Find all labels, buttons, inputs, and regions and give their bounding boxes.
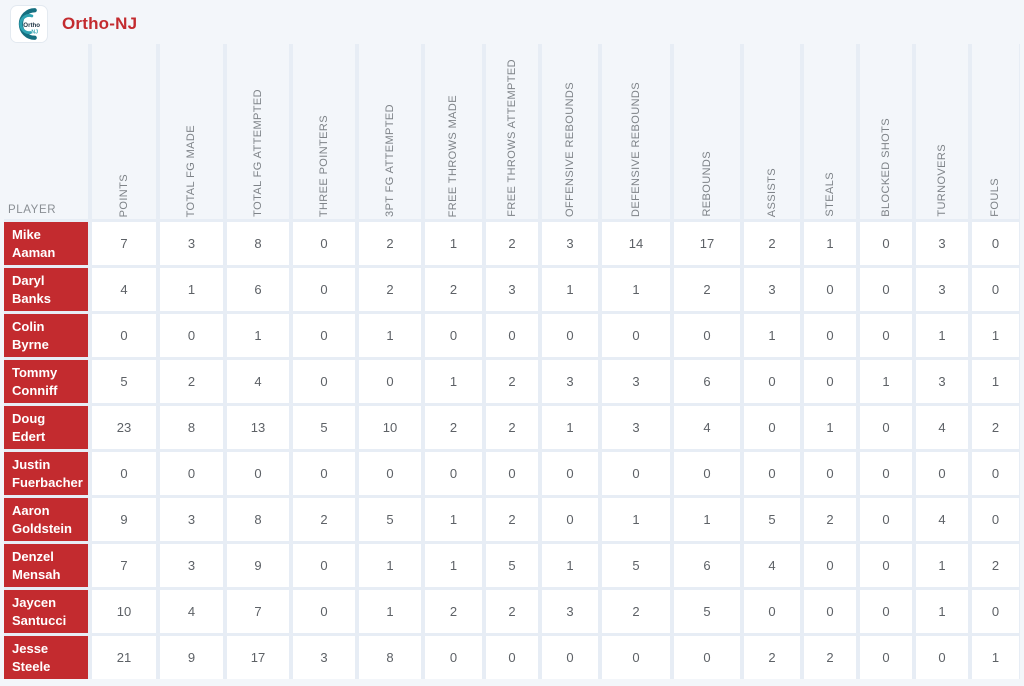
- stat-defensive-rebounds: 0: [602, 636, 670, 679]
- player-name-line: Jaycen: [12, 594, 57, 610]
- column-header-3pt-fg-attempted: [359, 44, 421, 219]
- stat-assists: 5: [744, 498, 800, 541]
- stat-three-pointers: 0: [293, 222, 355, 265]
- stat-steals: 0: [804, 590, 856, 633]
- stat-defensive-rebounds: 1: [602, 498, 670, 541]
- stat-turnovers: 0: [916, 452, 968, 495]
- stat-total-fg-attempted: 8: [227, 498, 289, 541]
- logo-text-ortho: Ortho: [23, 21, 41, 29]
- stat-3pt-fg-attempted: 0: [359, 452, 421, 495]
- stat-blocked-shots: 0: [860, 314, 912, 357]
- column-header-label: THREE POINTERS: [317, 114, 330, 217]
- stats-table: [4, 44, 1020, 679]
- stat-fouls: 1: [972, 636, 1019, 679]
- topbar: [0, 0, 1024, 44]
- stat-turnovers: 3: [916, 268, 968, 311]
- stat-rebounds: 1: [674, 498, 740, 541]
- stat-three-pointers: 0: [293, 268, 355, 311]
- column-header-total-fg-made: [160, 44, 223, 219]
- stat-free-throws-made: 1: [425, 222, 482, 265]
- player-name-line: Edert: [12, 428, 46, 444]
- stat-three-pointers: 0: [293, 452, 355, 495]
- player-name-cell: [4, 590, 88, 633]
- column-header-label: TOTAL FG MADE: [185, 124, 197, 217]
- column-header-label: POINTS: [117, 173, 130, 217]
- stat-free-throws-attempted: 2: [486, 590, 538, 633]
- stat-turnovers: 4: [916, 406, 968, 449]
- stat-turnovers: 4: [916, 498, 968, 541]
- player-name-line: Byrne: [12, 336, 49, 352]
- stat-assists: 2: [744, 636, 800, 679]
- player-name-line: Jesse: [12, 640, 49, 656]
- stat-defensive-rebounds: 3: [602, 406, 670, 449]
- stat-fouls: 0: [972, 590, 1019, 633]
- stat-free-throws-made: 0: [425, 314, 482, 357]
- stat-blocked-shots: 0: [860, 636, 912, 679]
- player-name-line: Steele: [12, 658, 51, 674]
- stat-defensive-rebounds: 0: [602, 314, 670, 357]
- stat-total-fg-made: 9: [160, 636, 223, 679]
- column-header-label: DEFENSIVE REBOUNDS: [629, 82, 642, 217]
- player-name-line: Mike: [12, 226, 41, 242]
- stat-defensive-rebounds: 2: [602, 590, 670, 633]
- stat-free-throws-made: 2: [425, 590, 482, 633]
- stat-fouls: 1: [972, 314, 1019, 357]
- stat-blocked-shots: 0: [860, 590, 912, 633]
- stat-defensive-rebounds: 5: [602, 544, 670, 587]
- column-header-label: FOULS: [989, 178, 1001, 217]
- stat-total-fg-attempted: 6: [227, 268, 289, 311]
- stat-rebounds: 5: [674, 590, 740, 633]
- stat-offensive-rebounds: 0: [542, 452, 598, 495]
- stat-3pt-fg-attempted: 2: [359, 268, 421, 311]
- player-name-cell: [4, 360, 88, 403]
- column-header-steals: [804, 44, 856, 219]
- stat-3pt-fg-attempted: 10: [359, 406, 421, 449]
- stat-rebounds: 0: [674, 314, 740, 357]
- stat-free-throws-attempted: 0: [486, 314, 538, 357]
- stat-steals: 1: [804, 406, 856, 449]
- column-header-label: ASSISTS: [765, 167, 778, 217]
- stat-total-fg-attempted: 0: [227, 452, 289, 495]
- stat-rebounds: 0: [674, 636, 740, 679]
- player-name-cell: [4, 314, 88, 357]
- stat-steals: 0: [804, 314, 856, 357]
- stat-turnovers: 1: [916, 314, 968, 357]
- stat-blocked-shots: 0: [860, 268, 912, 311]
- page-title: Ortho-NJ: [62, 14, 138, 33]
- column-header-label: REBOUNDS: [700, 151, 713, 217]
- stat-turnovers: 1: [916, 590, 968, 633]
- stat-points: 0: [92, 314, 156, 357]
- stat-rebounds: 6: [674, 360, 740, 403]
- column-header-points: [92, 44, 156, 219]
- stat-total-fg-attempted: 17: [227, 636, 289, 679]
- column-header-free-throws-made: [425, 44, 482, 219]
- stat-assists: 4: [744, 544, 800, 587]
- stat-rebounds: 0: [674, 452, 740, 495]
- column-header-free-throws-attempted: [486, 44, 538, 219]
- stat-total-fg-made: 4: [160, 590, 223, 633]
- stat-steals: 2: [804, 498, 856, 541]
- player-name-line: Tommy: [12, 364, 58, 380]
- column-header-fouls: [972, 44, 1019, 219]
- column-header-label: FREE THROWS ATTEMPTED: [505, 59, 518, 217]
- stat-assists: 1: [744, 314, 800, 357]
- stat-3pt-fg-attempted: 1: [359, 590, 421, 633]
- stat-points: 0: [92, 452, 156, 495]
- stat-defensive-rebounds: 0: [602, 452, 670, 495]
- player-name-line: Goldstein: [12, 520, 72, 536]
- column-header-turnovers: [916, 44, 968, 219]
- stat-assists: 3: [744, 268, 800, 311]
- stat-defensive-rebounds: 1: [602, 268, 670, 311]
- stat-fouls: 0: [972, 268, 1019, 311]
- stat-steals: 0: [804, 268, 856, 311]
- stat-defensive-rebounds: 14: [602, 222, 670, 265]
- stat-three-pointers: 5: [293, 406, 355, 449]
- stat-blocked-shots: 1: [860, 360, 912, 403]
- player-name-line: Fuerbacher: [12, 474, 83, 490]
- stat-three-pointers: 2: [293, 498, 355, 541]
- stat-offensive-rebounds: 1: [542, 544, 598, 587]
- player-name-line: Aaman: [12, 244, 56, 260]
- stat-blocked-shots: 0: [860, 452, 912, 495]
- player-name-line: Daryl: [12, 272, 45, 288]
- stat-total-fg-attempted: 13: [227, 406, 289, 449]
- stat-blocked-shots: 0: [860, 544, 912, 587]
- stat-turnovers: 3: [916, 222, 968, 265]
- stat-free-throws-attempted: 2: [486, 222, 538, 265]
- stat-3pt-fg-attempted: 0: [359, 360, 421, 403]
- stat-total-fg-attempted: 8: [227, 222, 289, 265]
- stat-points: 4: [92, 268, 156, 311]
- stat-total-fg-made: 0: [160, 452, 223, 495]
- player-name-cell: [4, 222, 88, 265]
- stat-free-throws-attempted: 2: [486, 360, 538, 403]
- stat-offensive-rebounds: 3: [542, 360, 598, 403]
- stat-total-fg-made: 3: [160, 498, 223, 541]
- player-name-cell: [4, 452, 88, 495]
- stat-3pt-fg-attempted: 1: [359, 314, 421, 357]
- ortho-nj-logo-icon: [10, 5, 48, 43]
- stat-rebounds: 2: [674, 268, 740, 311]
- stat-three-pointers: 3: [293, 636, 355, 679]
- stat-turnovers: 0: [916, 636, 968, 679]
- stat-points: 21: [92, 636, 156, 679]
- stat-three-pointers: 0: [293, 590, 355, 633]
- stat-fouls: 1: [972, 360, 1019, 403]
- stat-free-throws-attempted: 0: [486, 636, 538, 679]
- stat-rebounds: 4: [674, 406, 740, 449]
- stat-assists: 0: [744, 590, 800, 633]
- stat-steals: 0: [804, 544, 856, 587]
- stat-total-fg-made: 2: [160, 360, 223, 403]
- stat-free-throws-attempted: 0: [486, 452, 538, 495]
- stat-three-pointers: 0: [293, 544, 355, 587]
- stat-blocked-shots: 0: [860, 222, 912, 265]
- stat-free-throws-made: 1: [425, 360, 482, 403]
- stat-offensive-rebounds: 0: [542, 498, 598, 541]
- stat-assists: 2: [744, 222, 800, 265]
- stat-offensive-rebounds: 3: [542, 222, 598, 265]
- stat-fouls: 2: [972, 544, 1019, 587]
- stat-free-throws-made: 2: [425, 268, 482, 311]
- stat-offensive-rebounds: 1: [542, 268, 598, 311]
- player-name-line: Doug: [12, 410, 46, 426]
- stat-3pt-fg-attempted: 5: [359, 498, 421, 541]
- stat-total-fg-made: 8: [160, 406, 223, 449]
- stat-three-pointers: 0: [293, 314, 355, 357]
- player-name-line: Mensah: [12, 566, 61, 582]
- stat-free-throws-made: 0: [425, 452, 482, 495]
- stat-assists: 0: [744, 360, 800, 403]
- player-name-cell: [4, 498, 88, 541]
- stat-free-throws-attempted: 2: [486, 498, 538, 541]
- stat-steals: 0: [804, 360, 856, 403]
- logo-text-nj: NJ: [31, 29, 39, 36]
- column-header-label: BLOCKED SHOTS: [879, 118, 892, 217]
- stat-offensive-rebounds: 3: [542, 590, 598, 633]
- column-header-offensive-rebounds: [542, 44, 598, 219]
- stat-points: 7: [92, 544, 156, 587]
- stat-fouls: 0: [972, 452, 1019, 495]
- stat-points: 5: [92, 360, 156, 403]
- stat-total-fg-attempted: 1: [227, 314, 289, 357]
- stat-total-fg-attempted: 4: [227, 360, 289, 403]
- player-name-cell: [4, 268, 88, 311]
- stat-free-throws-made: 0: [425, 636, 482, 679]
- stat-points: 7: [92, 222, 156, 265]
- column-header-label: OFFENSIVE REBOUNDS: [563, 82, 576, 217]
- column-header-label: TURNOVERS: [935, 144, 948, 217]
- player-name-line: Conniff: [12, 382, 58, 398]
- stat-fouls: 0: [972, 498, 1019, 541]
- column-header-defensive-rebounds: [602, 44, 670, 219]
- stat-assists: 0: [744, 406, 800, 449]
- stat-free-throws-made: 1: [425, 498, 482, 541]
- stat-free-throws-attempted: 2: [486, 406, 538, 449]
- column-header-total-fg-attempted: [227, 44, 289, 219]
- stat-steals: 2: [804, 636, 856, 679]
- stat-total-fg-made: 1: [160, 268, 223, 311]
- stat-3pt-fg-attempted: 8: [359, 636, 421, 679]
- player-name-line: Banks: [12, 290, 52, 306]
- stat-3pt-fg-attempted: 2: [359, 222, 421, 265]
- stat-total-fg-attempted: 9: [227, 544, 289, 587]
- column-header-label: STEALS: [823, 172, 836, 217]
- player-column-label: PLAYER: [4, 44, 88, 219]
- player-name-line: Aaron: [12, 502, 50, 518]
- stat-free-throws-made: 1: [425, 544, 482, 587]
- stat-fouls: 2: [972, 406, 1019, 449]
- stat-free-throws-attempted: 5: [486, 544, 538, 587]
- stat-free-throws-attempted: 3: [486, 268, 538, 311]
- stat-blocked-shots: 0: [860, 498, 912, 541]
- stat-blocked-shots: 0: [860, 406, 912, 449]
- stat-points: 10: [92, 590, 156, 633]
- stat-fouls: 0: [972, 222, 1019, 265]
- player-name-line: Denzel: [12, 548, 54, 564]
- column-header-label: TOTAL FG ATTEMPTED: [251, 89, 264, 217]
- stat-turnovers: 3: [916, 360, 968, 403]
- column-header-three-pointers: [293, 44, 355, 219]
- stat-points: 23: [92, 406, 156, 449]
- column-header-assists: [744, 44, 800, 219]
- stat-offensive-rebounds: 0: [542, 314, 598, 357]
- stat-free-throws-made: 2: [425, 406, 482, 449]
- player-name-cell: [4, 636, 88, 679]
- stat-offensive-rebounds: 0: [542, 636, 598, 679]
- player-name-cell: [4, 406, 88, 449]
- player-name-line: Colin: [12, 318, 45, 334]
- stat-steals: 0: [804, 452, 856, 495]
- player-name-cell: [4, 544, 88, 587]
- player-name-line: Santucci: [12, 612, 67, 628]
- stat-turnovers: 1: [916, 544, 968, 587]
- stat-total-fg-made: 3: [160, 222, 223, 265]
- stat-defensive-rebounds: 3: [602, 360, 670, 403]
- stat-total-fg-made: 3: [160, 544, 223, 587]
- stat-total-fg-made: 0: [160, 314, 223, 357]
- stat-three-pointers: 0: [293, 360, 355, 403]
- stat-rebounds: 17: [674, 222, 740, 265]
- stat-steals: 1: [804, 222, 856, 265]
- column-header-blocked-shots: [860, 44, 912, 219]
- column-header-rebounds: [674, 44, 740, 219]
- column-header-label: FREE THROWS MADE: [447, 94, 459, 217]
- column-header-label: 3PT FG ATTEMPTED: [383, 104, 396, 217]
- stat-total-fg-attempted: 7: [227, 590, 289, 633]
- stat-offensive-rebounds: 1: [542, 406, 598, 449]
- stat-points: 9: [92, 498, 156, 541]
- stat-3pt-fg-attempted: 1: [359, 544, 421, 587]
- stat-assists: 0: [744, 452, 800, 495]
- player-name-line: Justin: [12, 456, 51, 472]
- stat-rebounds: 6: [674, 544, 740, 587]
